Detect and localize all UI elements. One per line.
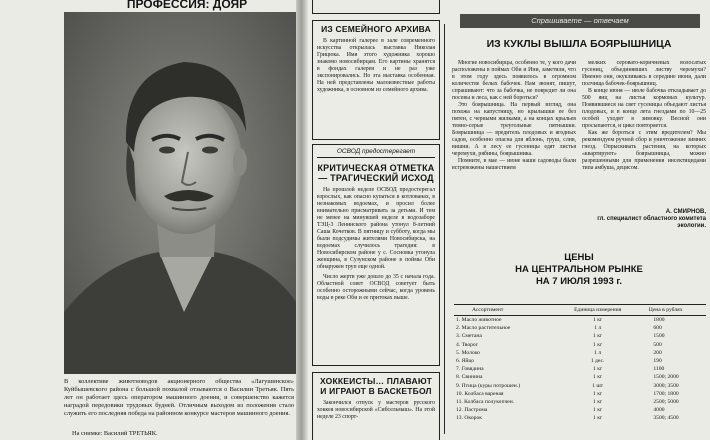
item-name: 12. Пастрома [456,407,488,414]
header-price: Цена в рублях [625,305,706,316]
qa-rubric: Спрашиваете — отвечаем [460,14,700,28]
doll-text-3: Помните, в мае — июне наши садоводы были встревожены нашествием [452,158,576,171]
item-price: 2500; 5000 [653,399,679,406]
osvod-article [312,144,440,366]
right-page [308,0,710,440]
item-unit: 1 кг [593,415,603,422]
item-price: 1100 [653,366,665,373]
item-price: 600 [653,325,662,332]
item-price: 1500 [653,333,665,340]
prices-title [450,252,708,288]
news-column [312,0,440,440]
item-name: 1. Масло животное [456,317,502,323]
signature-role: гл. специалист областного комитета экологии. [597,216,706,229]
osvod-text-1: На прошлой неделе ОСВОД предостерегал взрослых, как опасно купаться в котлованах, в незнакомых водоемах, и просил более внимательно присматривать за детьми. И тем не менее на минувшей неделе в водозаборе ТЭЦ-3 Ленинского района утонул 8-летний Саша Кочетков. В пятницу и субботу, когда мы были подсудимы жителями Новосибирска, на водоемах случилось трагедия: в Новосибирском районе у с. Сосновка утонула женщина, в Сузунском районе в поймы Оби обнаружен труп еще одной. [317,187,435,270]
table-row [454,341,706,349]
item-unit: 1 кг [593,333,603,340]
item-price: 1700; 1800 [653,390,679,397]
item-unit: 1 л [594,349,602,356]
item-unit: 1 кг [593,366,603,373]
item-unit: 1 шт [592,382,604,389]
osvod-rubric: ОСВОД предостерегает [317,147,435,158]
table-row [454,406,706,414]
osvod-text-2: Число жертв уже дошло до 35 с начала года. Областной совет ОСВОД советует быть особенно осторожными сейчас, когда уровень воды в реке Оби и ее притоках выше. [317,274,435,301]
table-row [454,357,706,365]
item-price: 190 [653,358,662,365]
item-price: 3000; 3500 [653,382,679,389]
prices-table [454,304,706,423]
doll-column-1 [452,60,576,172]
item-name: 8. Свинина [456,374,483,381]
section-title: ПРОФЕССИЯ: ДОЯР [126,0,248,11]
item-price: 3500; 4500 [653,415,679,422]
column-divider [444,24,445,434]
table-row [454,316,706,325]
prices-header-row [454,305,706,316]
doll-text-6: Как же бороться с этим вредителем? Мы рекомендуем ручной сбор и уничтожение зимних гнезд. Опрыскивать растения, на которых «квартируют» боярышницы, можно разрешенными для применения инсектицидами типа амбуша, децисом. [582,130,706,171]
photo-credit: На снимке: Василий ТРЕТЬЯК. [72,430,158,437]
header-assortment: Ассортимент [454,305,570,316]
page-fold [296,0,308,440]
item-name: 4. Творог [456,341,479,348]
item-unit: 1 л [594,325,602,332]
table-row [454,382,706,390]
item-price: 1500; 2000 [653,374,679,381]
item-name: 7. Говядина [456,366,484,373]
item-unit: 1 кг [593,407,603,414]
doll-text-1: Многие новосибирцы, особенно те, у кого дачи расположены в поймах Оби и Ини, заметили, что в этом году здесь появилось в огромном количестве белых бабочек. Нам звонят, пишут, спрашивают: что за бабочка, не повредит ли она посевы и леса, как с ней бороться? [452,60,576,101]
hockey-title: ХОККЕИСТЫ… ПЛАВАЮТ И ИГРАЮТ В БАСКЕТБОЛ [320,376,432,396]
signature-name: А. СМИРНОВ, [665,209,706,215]
item-unit: 1 кг [593,399,603,406]
item-name: 9. Птица (куры потрошен.) [456,382,521,389]
photo-caption: В коллективе животноводов акционерного общества «Лагушинское» Куйбышевского района с большой похвалой отзываются о Василии Третьяк. Пять лет он работает здесь оператором машинного доения, и совершенство кажется наградой передовики трудовых будней. Отличным выходом из положения стало служить его последняя победа на районном конкурсе мастеров машинного доения. [64,378,294,417]
prices-title-line-3: НА 7 ИЮЛЯ 1993 г. [535,276,623,287]
item-name: 13. Окорок [456,415,482,422]
archive-article [312,20,440,140]
item-name: 6. Яйцо [456,358,475,365]
item-price: 4000 [653,407,665,414]
portrait-photo [64,12,296,374]
item-unit: 1 кг [593,374,603,381]
osvod-title: КРИТИЧЕСКАЯ ОТМЕТКА — ТРАГИЧЕСКИЙ ИСХОД [317,163,435,183]
doll-column-2 [582,60,706,172]
doll-title: ИЗ КУКЛЫ ВЫШЛА БОЯРЫШНИЦА [486,38,672,50]
table-row [454,390,706,398]
archive-text: В картинной галерее в зале современного искусства открылась выставка Николая Грицюка. Имя этого художника хорошо знакомо новосибирцам. Его картины хранятся в фондах галереи и не раз уже экспонировались. Но эта выставка особенная. На ней представлены малоизвестные работы художника, в основном из семейного архива. [317,38,435,93]
doll-text-5: В конце июня — июле бабочка откладывает до 500 яиц на листья кормовых культур. Появившиеся на свет гусеницы объедают листья плодовых, и в конце лета гнездами по 10—25 особей уходят в зимовку. Весной они просыпаются, и цикл повторяется. [582,88,706,129]
prices-title-line-2: НА ЦЕНТРАЛЬНОМ РЫНКЕ [515,264,643,275]
item-unit: 1 кг [593,341,603,348]
hockey-article [312,372,440,440]
item-price: 1800 [653,317,665,323]
table-row [454,332,706,340]
left-page [0,0,296,440]
item-name: 10. Колбаса вареная [456,390,504,397]
item-name: 3. Сметана [456,333,482,340]
hockey-text: Закончился отпуск у мастеров русского хоккея новосибирской «Сибсельмаш». На этой неделе 23 спорт- [317,400,435,420]
header-unit: Единица измерения [570,305,625,316]
top-frame [312,0,440,14]
item-unit: 1 дес. [590,358,605,365]
doll-text-4: мелких серовато-коричневых волосатых гусениц, объединявших листву черемухи? Именно они, окукливаясь в середине июня, дали полчища бабочек-боярышниц. [582,60,706,87]
doll-text-2: Это боярышница. На первый взгляд, она похожа на капустницу, но крылышки ее без пятен, с черными жилками, а на концах крыльев темно-серые треугольные пятнышки. Боярышница — вредитель плодовых и ягодных садов, особенно опасна для яблонь, груш, слив, вишни. А в лесу ее гусеницы едят листья черемухи, рябины, боярышника. [452,102,576,157]
table-row [454,324,706,332]
item-name: 2. Масло растительное [456,325,511,332]
questions-column [450,0,708,440]
table-row [454,349,706,357]
prices-title-line-1: ЦЕНЫ [564,252,594,263]
doll-signature [580,209,706,230]
table-row [454,414,706,422]
table-row [454,398,706,406]
item-unit: 1 кг [593,317,603,323]
portrait-illustration [64,12,296,374]
archive-title: ИЗ СЕМЕЙНОГО АРХИВА [321,24,431,34]
item-name: 11. Колбаса полукопчен. [456,399,515,406]
item-price: 200 [653,349,662,356]
table-row [454,373,706,381]
table-row [454,365,706,373]
item-unit: 1 кг [593,390,603,397]
item-price: 500 [653,341,662,348]
item-name: 5. Молоко [456,349,480,356]
